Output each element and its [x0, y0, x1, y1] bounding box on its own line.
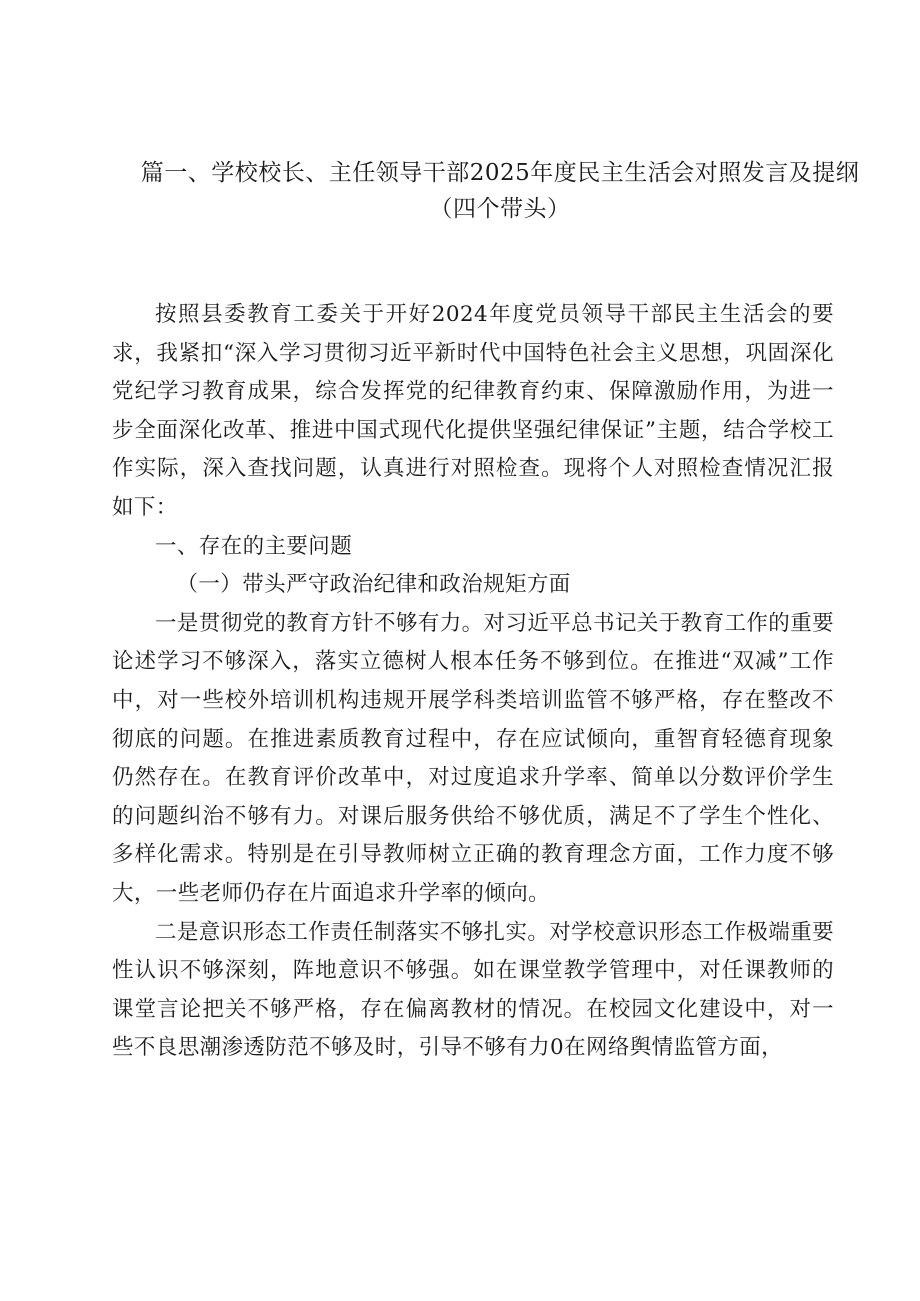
intro-paragraph: 按照县委教育工委关于开好2024年度党员领导干部民主生活会的要求，我紧扣“深入学习贯彻习近平新时代中国特色社会主义思想，巩固深化党纪学习教育成果，综合发挥党的纪律教育约束、保障激励作用，为进一步全面深化改革、推进中国式现代化提供坚强纪律保证”主题，结合学校工作实际，深入查找问题，认真进行对照检查。现将个人对照检查情况汇报如下： — [112, 302, 834, 520]
paragraph-ideology-responsibility: 二是意识形态工作责任制落实不够扎实。对学校意识形态工作极端重要性认识不够深刻，阵地意识不够强。如在课堂教学管理中，对任课教师的课堂言论把关不够严格，存在偏离教材的情况。在校园文化建设中，对一些不良思潮渗透防范不够及时，引导不够有力0在网络舆情监管方面， — [112, 919, 834, 1061]
paragraph-education-policy: 一是贯彻党的教育方针不够有力。对习近平总书记关于教育工作的重要论述学习不够深入，落实立德树人根本任务不够到位。在推进“双减”工作中，对一些校外培训机构违规开展学科类培训监管不够严格，存在整改不彻底的问题。在推进素质教育过程中，存在应试倾向，重智育轻德育现象仍然存在。在教育评价改革中，对过度追求升学率、简单以分数评价学生的问题纠治不够有力。对课后服务供给不够优质，满足不了学生个性化、多样化需求。特别是在引导教师树立正确的教育理念方面，工作力度不够大，一些老师仍存在片面追求升学率的倾向。 — [112, 610, 834, 906]
subsection-heading-political-discipline: （一）带头严守政治纪律和政治规矩方面 — [176, 572, 571, 598]
section-heading-problems: 一、存在的主要问题 — [155, 533, 353, 559]
document-body — [112, 296, 834, 1068]
document-title: 篇一、学校校长、主任领导干部2025年度民主生活会对照发言及提纲（四个带头） — [140, 160, 860, 222]
